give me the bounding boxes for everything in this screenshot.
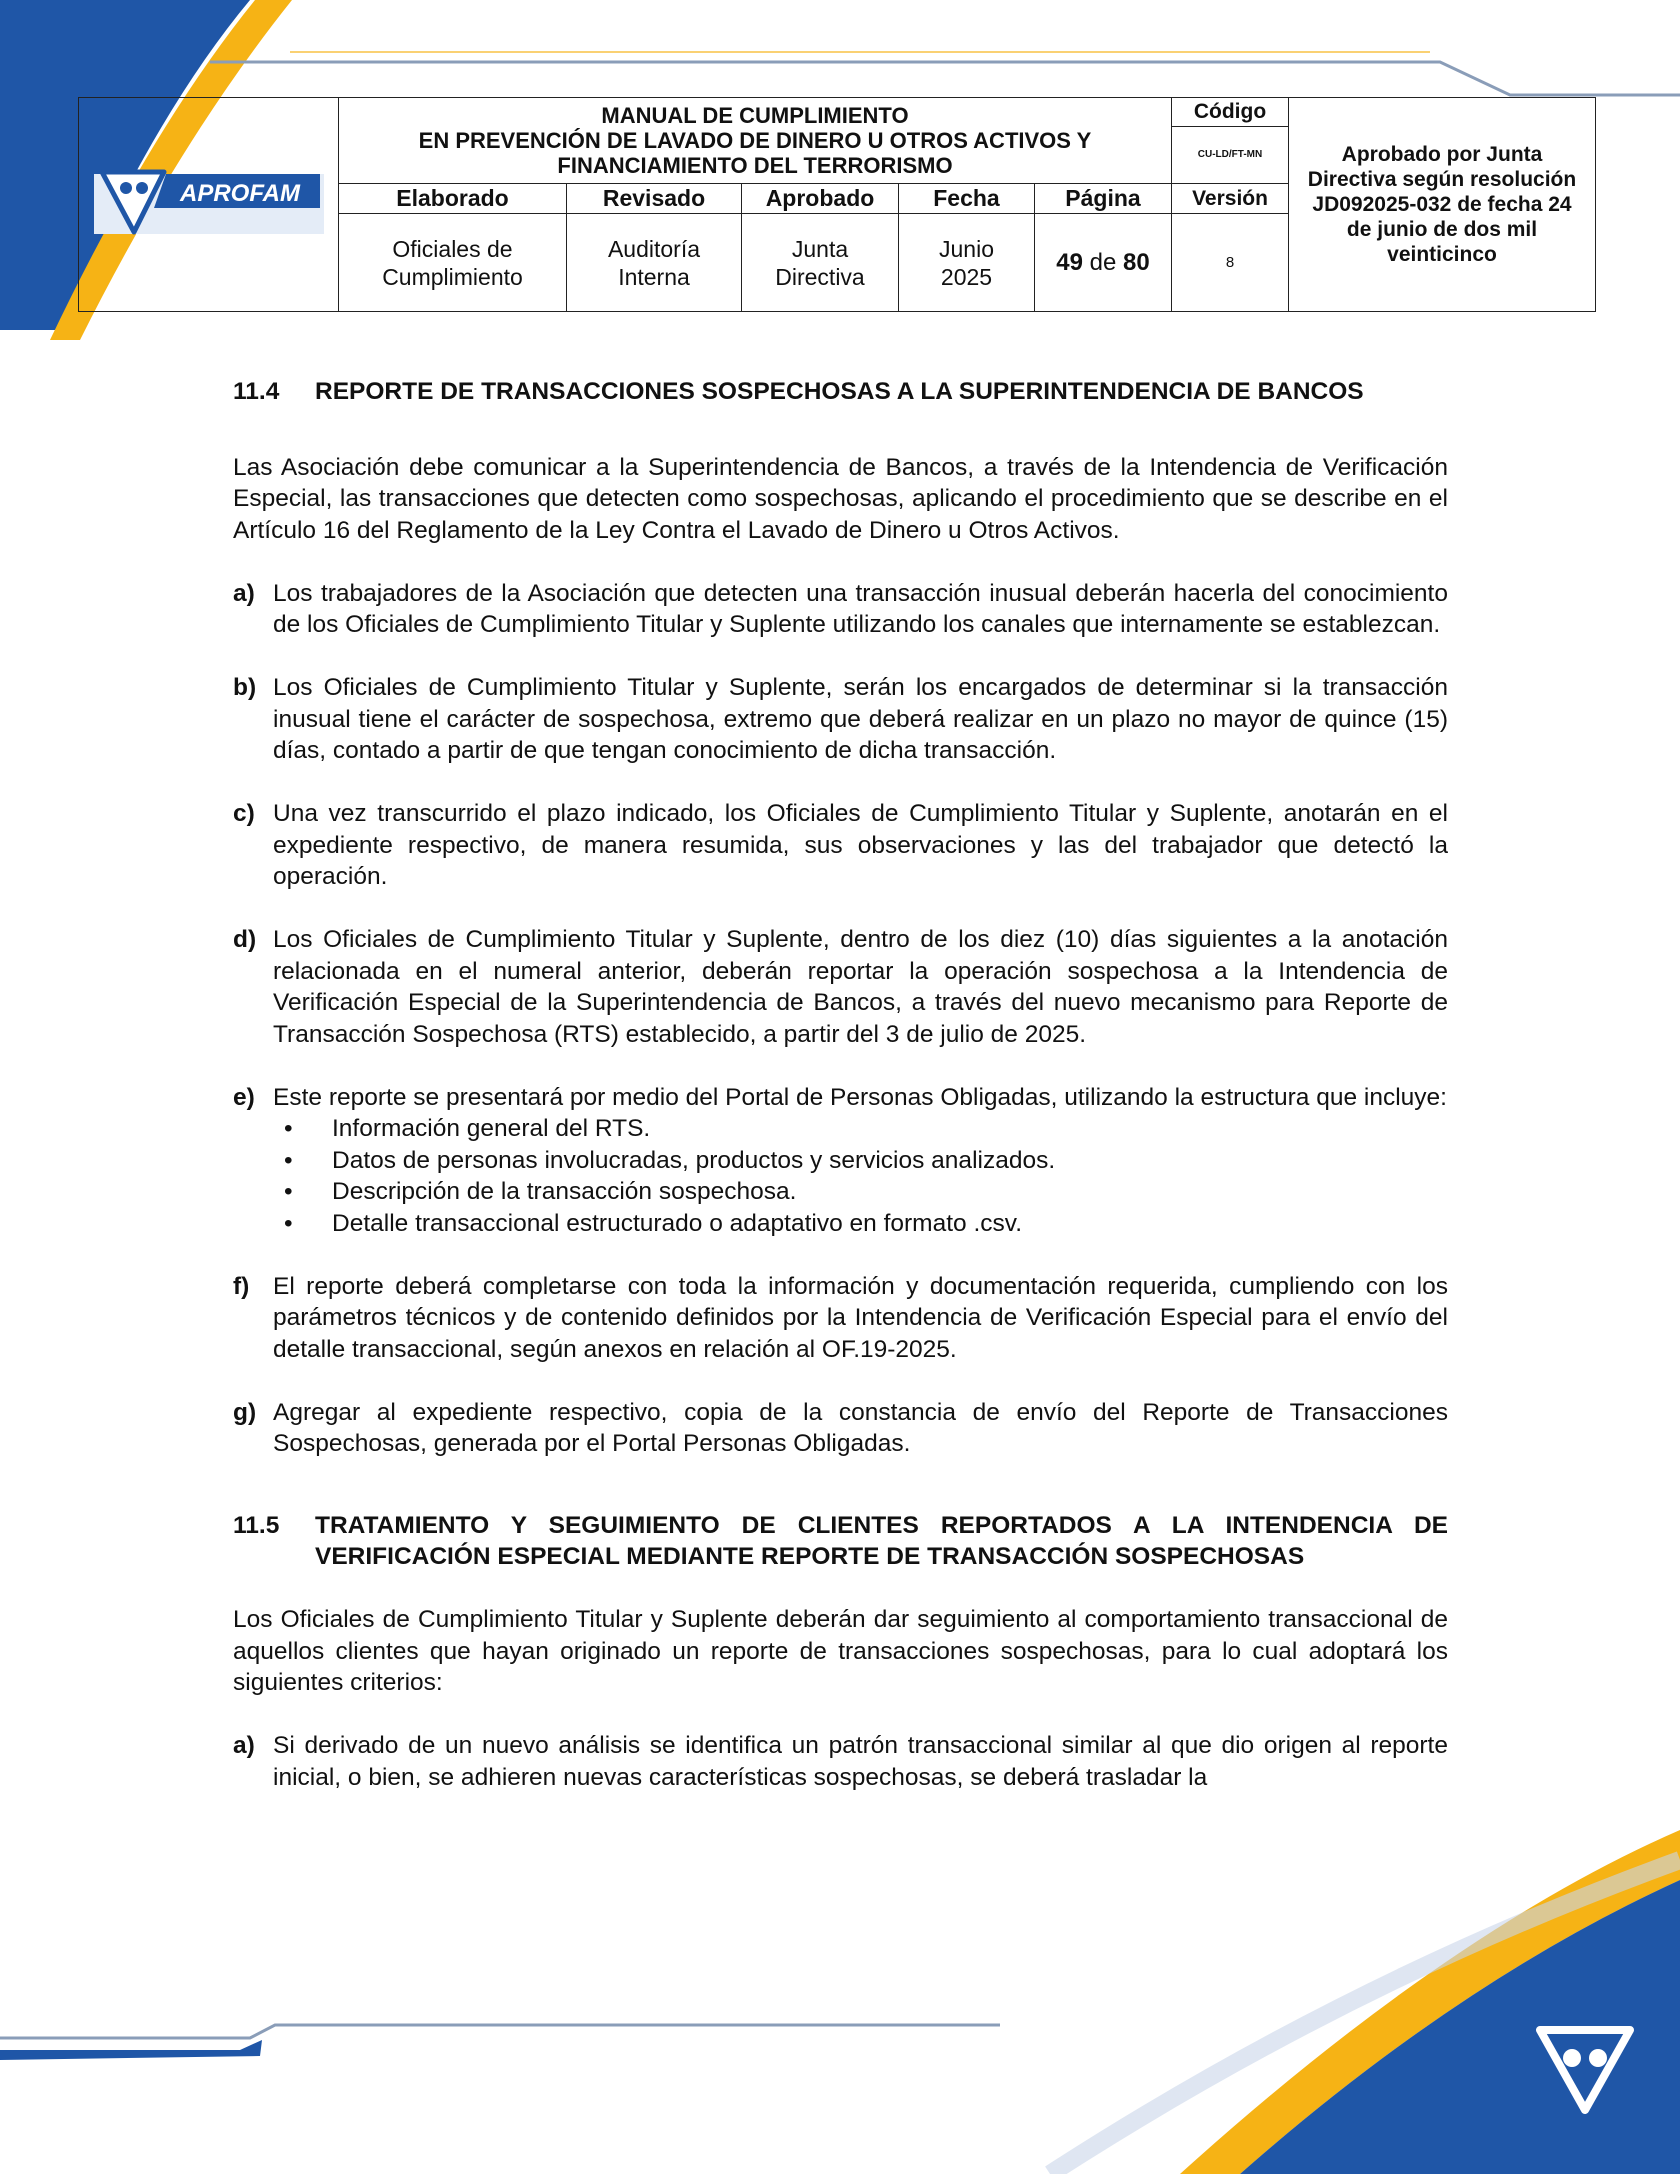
value-elaborado <box>339 214 567 312</box>
elaborado-line-1: Oficiales de <box>392 235 513 262</box>
item-label: a) <box>233 579 255 607</box>
col-fecha: Fecha <box>899 184 1035 214</box>
title-line-1: MANUAL DE CUMPLIMIENTO <box>601 103 909 128</box>
item-label: f) <box>233 1272 250 1300</box>
code-value: CU-LD/FT-MN <box>1197 149 1263 160</box>
section-number: 11.5 <box>233 1511 280 1539</box>
code-label: Código <box>1172 98 1288 127</box>
col-revisado: Revisado <box>567 184 742 214</box>
revisado-line-1: Auditoría <box>607 235 701 262</box>
item-body <box>273 1082 1448 1240</box>
section-11-5-heading <box>233 1510 1448 1573</box>
list-item <box>233 1397 1448 1460</box>
bullet-item <box>273 1208 1448 1240</box>
item-text: Agregar al expediente respectivo, copia de la constancia de envío del Reporte de Transacciones Sospechosas, generada por el Portal Personas Obligadas. <box>273 1398 1448 1457</box>
section-title: TRATAMIENTO Y SEGUIMIENTO DE CLIENTES REPORTADOS A LA INTENDENCIA DE VERIFICACIÓN ESPECIAL MEDIANTE REPORTE DE TRANSACCIÓN SOSPECHOSAS <box>315 1511 1448 1570</box>
fecha-line-1: Junio <box>939 235 994 262</box>
bullet-list <box>273 1113 1448 1239</box>
col-pagina: Página <box>1035 184 1172 214</box>
bullet-text: Descripción de la transacción sospechosa. <box>332 1178 797 1205</box>
revisado-line-2: Interna <box>618 263 690 290</box>
item-text: Si derivado de un nuevo análisis se identifica un patrón transaccional similar al que dio origen al reporte inicial, o bien, se adhieren nuevas características sospechosas, se deberá trasladar la <box>273 1732 1448 1791</box>
aprobado-line-1: Junta <box>791 235 849 262</box>
list-item <box>233 1730 1448 1793</box>
list-item <box>233 1271 1448 1366</box>
title-line-3: FINANCIAMIENTO DEL TERRORISMO <box>557 153 953 178</box>
version-value: 8 <box>1172 214 1289 312</box>
bullet-text: Información general del RTS. <box>332 1115 651 1142</box>
list-item <box>233 924 1448 1050</box>
list-item <box>233 798 1448 893</box>
item-label: c) <box>233 800 255 827</box>
item-text: Los Oficiales de Cumplimiento Titular y Suplente, serán los encargados de determinar si la transacción inusual tiene el carácter de sospechosa, extremo que deberá realizar en un plazo no mayor de quince (15) días, contado a partir de que tengan conocimiento de dicha transacción. <box>273 674 1448 764</box>
item-label: b) <box>233 674 257 701</box>
logo-text: APROFAM <box>179 180 300 207</box>
title-line-2: EN PREVENCIÓN DE LAVADO DE DINERO U OTROS ACTIVOS Y <box>418 128 1092 153</box>
code-cell <box>1172 98 1289 184</box>
list-item <box>233 1082 1448 1240</box>
item-text: Los Oficiales de Cumplimiento Titular y Suplente, dentro de los diez (10) días siguientes a la anotación relacionada en el numeral anterior, deberán reportar la operación sospechosa a la Intendencia de Verificación Especial de la Superintendencia de Bancos, a través del nuevo mecanismo para Reporte de Transacción Sospechosa (RTS) establecido, a partir del 3 de julio de 2025. <box>273 926 1448 1048</box>
elaborado-line-2: Cumplimiento <box>382 263 523 290</box>
item-text: Los trabajadores de la Asociación que detecten una transacción inusual deberán hacerla del conocimiento de los Oficiales de Cumplimiento Titular y Suplente utilizando los canales que internamente se establezcan. <box>273 579 1448 638</box>
document-body <box>233 376 1448 1793</box>
item-label: d) <box>233 926 257 953</box>
aprobado-line-2: Directiva <box>775 263 865 290</box>
item-label: e) <box>233 1083 255 1111</box>
section-title: REPORTE DE TRANSACCIONES SOSPECHOSAS A LA SUPERINTENDENCIA DE BANCOS <box>315 378 1364 405</box>
bullet-icon: • <box>284 1209 293 1237</box>
value-aprobado <box>742 214 899 312</box>
list-item <box>233 578 1448 641</box>
item-label: a) <box>233 1732 255 1759</box>
bottom-left-blue <box>0 2040 262 2060</box>
page-current: 49 <box>1056 248 1083 276</box>
item-text: El reporte deberá completarse con toda la información y documentación requerida, cumpliendo con los parámetros técnicos y de contenido definidos por la Intendencia de Verificación Especial para el envío del detalle transaccional, según anexos en relación al OF.19-2025. <box>273 1272 1448 1363</box>
aprofam-logo <box>94 152 324 252</box>
bullet-text: Datos de personas involucradas, productos y servicios analizados. <box>332 1146 1056 1174</box>
list-item <box>233 672 1448 767</box>
document-title <box>339 98 1172 184</box>
bullet-item <box>273 1113 1448 1145</box>
section-11-5-intro: Los Oficiales de Cumplimiento Titular y Suplente deberán dar seguimiento al comportamiento transaccional de aquellos clientes que hayan originado un reporte de transacciones sospechosas, para lo cual adoptará los siguientes criterios: <box>233 1606 1448 1696</box>
approval-note: Aprobado por Junta Directiva según resolución JD092025-032 de fecha 24 de junio de dos mil veinticinco <box>1289 98 1596 312</box>
item-text: Este reporte se presentará por medio del Portal de Personas Obligadas, utilizando la estructura que incluye: <box>273 1083 1447 1111</box>
logo-cell <box>79 98 339 312</box>
top-gray-line <box>210 62 1680 95</box>
bullet-item <box>273 1176 1448 1208</box>
page-total: 80 <box>1123 248 1150 276</box>
page-of: de <box>1089 248 1117 276</box>
fecha-line-2: 2025 <box>940 263 993 290</box>
value-revisado <box>567 214 742 312</box>
item-label: g) <box>233 1398 257 1426</box>
value-fecha <box>899 214 1035 312</box>
col-version: Versión <box>1172 184 1289 214</box>
bullet-item <box>273 1145 1448 1177</box>
bullet-text: Detalle transaccional estructurado o adaptativo en formato .csv. <box>332 1209 1022 1237</box>
bullet-icon: • <box>284 1178 293 1205</box>
section-11-4-heading <box>233 376 1448 408</box>
bullet-icon: • <box>284 1115 293 1142</box>
section-number: 11.4 <box>233 378 280 405</box>
section-11-4-intro: Las Asociación debe comunicar a la Superintendencia de Bancos, a través de la Intendencia de Verificación Especial, las transacciones que detecten como sospechosas, aplicando el procedimiento que se describe en el Artículo 16 del Reglamento de la Ley Contra el Lavado de Dinero u Otros Activos. <box>233 453 1448 544</box>
bottom-left-line <box>0 2025 1000 2038</box>
col-aprobado: Aprobado <box>742 184 899 214</box>
document-header <box>78 97 1596 312</box>
col-elaborado: Elaborado <box>339 184 567 214</box>
bullet-icon: • <box>284 1146 293 1174</box>
item-text: Una vez transcurrido el plazo indicado, los Oficiales de Cumplimiento Titular y Suplente, anotarán en el expediente respectivo, de manera resumida, sus observaciones y las del trabajador que detectó la operación. <box>273 800 1448 890</box>
page-number <box>1035 214 1172 312</box>
